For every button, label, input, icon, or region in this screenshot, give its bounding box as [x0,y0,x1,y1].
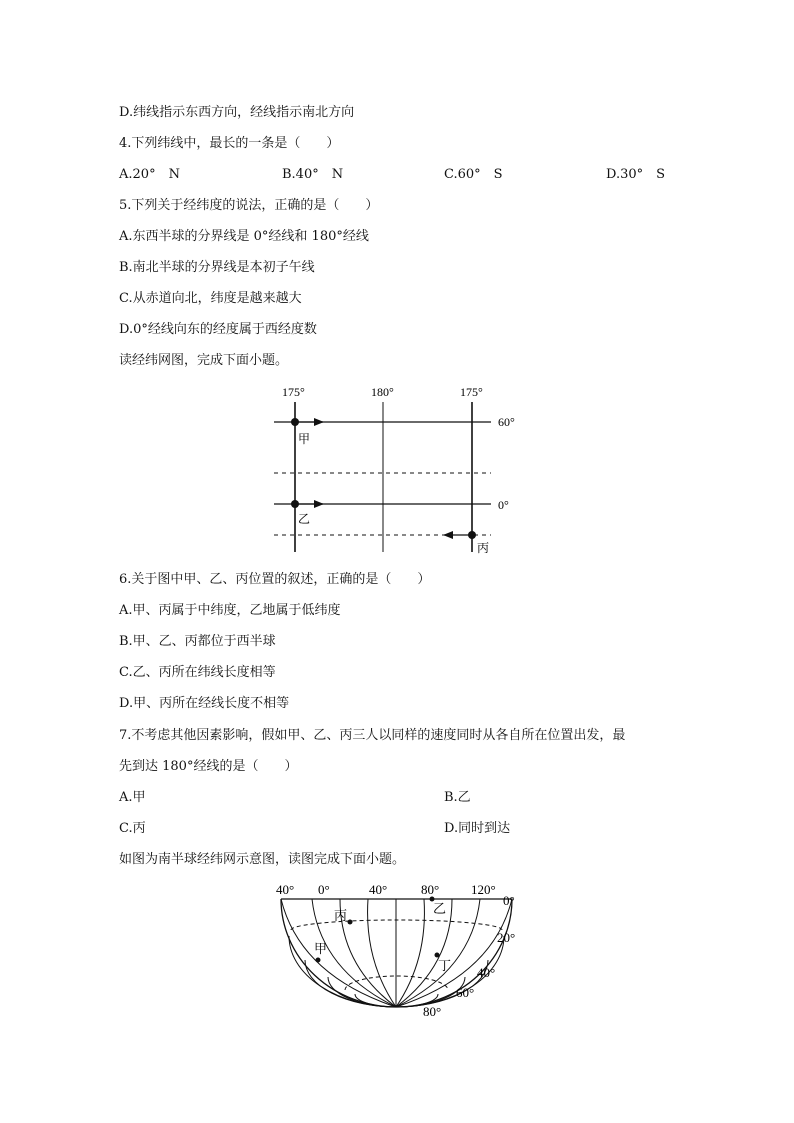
q6-option-b: B.甲、乙、丙都位于西半球 [119,634,276,649]
meridian-9 [396,899,512,1007]
point-bing-2 [348,920,353,925]
meridian-4 [368,899,396,1007]
q7-option-a: A.甲 [119,790,146,805]
q5-stem: 5.下列关于经纬度的说法，正确的是（ ） [119,198,379,213]
lon-label-120e: 120° [471,882,496,897]
point-jia-2 [316,958,321,963]
label-180: 180° [371,385,394,399]
label-bing-2: 丙 [334,908,348,923]
q4-option-a: A.20° N [119,167,180,182]
q4-option-c: C.60° S [444,167,503,182]
label-175-right: 175° [460,385,483,399]
lat-label-0: 0° [503,893,515,908]
lon-label-80e: 80° [421,882,440,897]
lat-label-60: 60° [456,985,475,1000]
lat-label-40: 40° [477,965,496,980]
q6-option-a: A.甲、丙属于中纬度，乙地属于低纬度 [119,603,341,618]
label-jia-2: 甲 [314,941,328,956]
intro-1: 读经纬网图，完成下面小题。 [119,353,289,368]
lon-label-0: 0° [318,882,330,897]
label-yi-2: 乙 [433,901,447,916]
q7-stem-line-1: 7.不考虑其他因素影响，假如甲、乙、丙三人以同样的速度同时从各自所在位置出发，最 [119,728,626,743]
q7-stem-line-2: 先到达 180°经线的是（ ） [119,759,298,774]
q4-option-b: B.40° N [282,167,344,182]
q7-option-b: B.乙 [444,790,471,805]
q5-option-a: A.东西半球的分界线是 0°经线和 180°经线 [119,229,369,244]
lon-label-40e: 40° [369,882,388,897]
label-175-left: 175° [282,385,305,399]
label-0: 0° [498,498,509,512]
lon-label-40w: 40° [276,882,295,897]
label-jia: 甲 [298,432,311,446]
q5-option-d: D.0°经线向东的经度属于西经度数 [119,322,317,337]
q7-option-d: D.同时到达 [444,821,511,836]
q6-option-d: D.甲、丙所在经线长度不相等 [119,696,290,711]
q5-option-c: C.从赤道向北，纬度是越来越大 [119,291,302,306]
lat-label-20: 20° [497,930,516,945]
point-ding [435,953,440,958]
q6-option-c: C.乙、丙所在纬线长度相等 [119,665,276,680]
lat-label-80: 80° [423,1004,442,1019]
q4-option-d: D.30° S [606,167,666,182]
q3-option-d: D.纬线指示东西方向，经线指示南北方向 [119,105,355,120]
q4-stem: 4.下列纬线中，最长的一条是（ ） [119,136,340,151]
label-yi: 乙 [298,512,311,526]
q6-stem: 6.关于图中甲、乙、丙位置的叙述，正确的是（ ） [119,572,431,587]
label-ding: 丁 [438,958,452,973]
intro-2: 如图为南半球经纬网示意图，读图完成下面小题。 [119,852,406,867]
label-bing: 丙 [477,541,490,555]
meridian-6 [396,899,424,1007]
label-60: 60° [498,415,515,429]
q5-option-b: B.南北半球的分界线是本初子午线 [119,260,315,275]
q7-option-c: C.丙 [119,821,146,836]
